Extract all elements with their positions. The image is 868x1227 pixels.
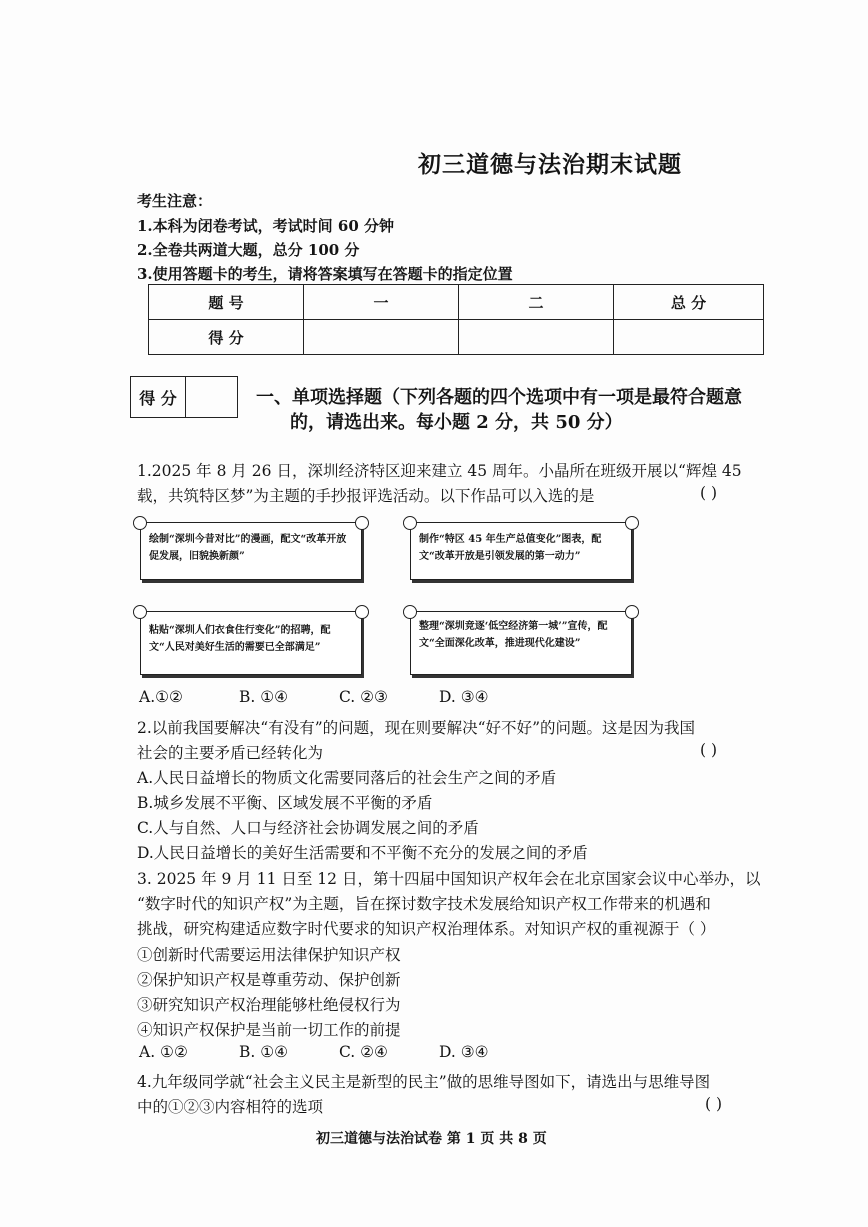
section-score-box	[130, 376, 238, 418]
scroll-curl	[625, 516, 639, 530]
page-footer: 初三道德与法治试卷 第 1 页 共 8 页	[316, 1131, 547, 1147]
question-2-text: 2.以前我国要解决“有没有”的问题，现在则要解决“好不好”的问题。这是因为我国	[137, 719, 695, 737]
option: A.人民日益增长的物质文化需要同落后的社会生产之间的矛盾	[137, 769, 557, 787]
question-1-text: 1.2025 年 8 月 26 日，深圳经济特区迎来建立 45 周年。小晶所在班级开展以“辉煌 45	[137, 462, 742, 480]
scroll-card	[410, 522, 632, 580]
score-box-label: 得 分	[131, 377, 186, 417]
scroll-curl	[133, 516, 147, 530]
statement: ②保护知识产权是尊重劳动、保护创新	[137, 971, 401, 989]
score-cell	[304, 320, 459, 355]
scroll-card	[410, 611, 632, 675]
notice-item: 1.本科为闭卷考试，考试时间 60 分钟	[137, 217, 394, 235]
option: A.①②	[139, 688, 183, 706]
answer-paren: ( )	[705, 1095, 723, 1113]
option: A. ①②	[139, 1043, 188, 1061]
notice-item: 3.使用答题卡的考生，请将答案填写在答题卡的指定位置	[137, 265, 513, 283]
scroll-curl	[403, 605, 417, 619]
option: C. ②③	[339, 688, 388, 706]
scroll-card	[140, 611, 362, 675]
table-row	[149, 320, 764, 355]
scroll-curl	[403, 516, 417, 530]
table-cell: 得 分	[149, 320, 304, 355]
table-cell: 一	[304, 285, 459, 320]
scroll-curl	[355, 605, 369, 619]
table-cell: 题 号	[149, 285, 304, 320]
card-text: 整理“深圳竞逐‘低空经济第一城’”宣传，配文“全面深化改革，推进现代化建设”	[419, 621, 608, 649]
score-table	[148, 284, 764, 355]
option: C. ②④	[339, 1043, 388, 1061]
table-row	[149, 285, 764, 320]
option: B. ①④	[239, 1043, 289, 1061]
notice-item: 2.全卷共两道大题，总分 100 分	[137, 241, 360, 259]
scroll-curl	[355, 516, 369, 530]
section-title: 一、单项选择题（下列各题的四个选项中有一项是最符合题意	[256, 387, 742, 408]
question-3-text: 3. 2025 年 9 月 11 日至 12 日，第十四届中国知识产权年会在北京国家会议中心举办，以	[137, 870, 761, 888]
scroll-curl	[133, 605, 147, 619]
score-cell	[459, 320, 614, 355]
question-4-text: 4.九年级同学就“社会主义民主是新型的民主”做的思维导图如下，请选出与思维导图	[137, 1073, 711, 1091]
card-text: 绘制“深圳今昔对比”的漫画，配文“改革开放促发展，旧貌换新颜”	[149, 534, 347, 562]
statement: ④知识产权保护是当前一切工作的前提	[137, 1021, 401, 1039]
card-text: 制作“特区 45 年生产总值变化”图表，配文“改革开放是引领发展的第一动力”	[419, 534, 602, 562]
question-1-text: 载，共筑特区梦”为主题的手抄报评选活动。以下作品可以入选的是	[137, 487, 595, 505]
option: B.城乡发展不平衡、区域发展不平衡的矛盾	[137, 794, 433, 812]
table-cell: 二	[459, 285, 614, 320]
score-cell	[614, 320, 764, 355]
scroll-card	[140, 522, 362, 580]
question-4-text: 中的①②③内容相符的选项	[137, 1098, 324, 1116]
option: C.人与自然、人口与经济社会协调发展之间的矛盾	[137, 819, 479, 837]
notice-heading: 考生注意：	[137, 192, 213, 210]
statement: ③研究知识产权治理能够杜绝侵权行为	[137, 996, 401, 1014]
option: D. ③④	[439, 688, 489, 706]
table-cell: 总 分	[614, 285, 764, 320]
answer-paren: ( )	[700, 484, 718, 502]
option: D. ③④	[439, 1043, 489, 1061]
option: D.人民日益增长的美好生活需要和不平衡不充分的发展之间的矛盾	[137, 844, 588, 862]
answer-paren: ( )	[700, 741, 718, 759]
scroll-curl	[625, 605, 639, 619]
card-text: 粘贴“深圳人们衣食住行变化”的招聘，配文“人民对美好生活的需要已全部满足”	[149, 625, 331, 653]
page-title: 初三道德与法治期末试题	[418, 151, 682, 178]
question-3-text: “数字时代的知识产权”为主题，旨在探讨数字技术发展给知识产权工作带来的机遇和	[137, 895, 711, 913]
section-title-cont: 的，请选出来。每小题 2 分，共 50 分）	[290, 412, 623, 433]
statement: ①创新时代需要运用法律保护知识产权	[137, 946, 401, 964]
question-3-text: 挑战，研究构建适应数字时代要求的知识产权治理体系。对知识产权的重视源于（ ）	[137, 920, 716, 938]
question-2-text: 社会的主要矛盾已经转化为	[137, 744, 324, 762]
option: B. ①④	[239, 688, 289, 706]
